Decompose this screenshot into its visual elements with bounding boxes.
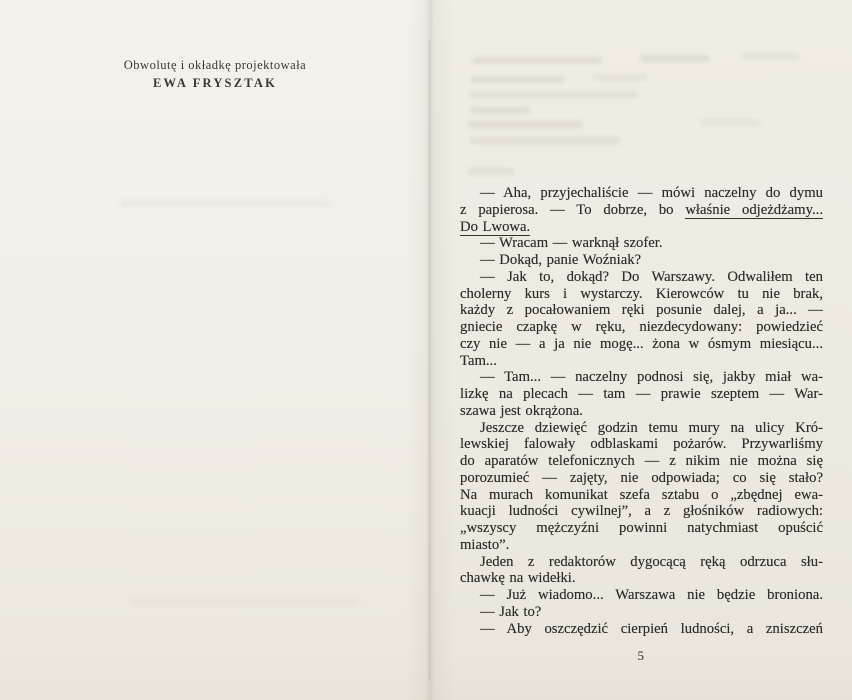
paragraph	[460, 252, 823, 269]
text-line: — Jak to, dokąd? Do Warszawy. Odwaliłem ten	[480, 268, 823, 285]
text-line: chawkę na widełki.	[460, 570, 576, 587]
text-line: lizkę na plecach — tam — prawie szeptem — War-	[460, 386, 823, 402]
paragraph	[460, 604, 823, 621]
text-line: Na murach komunikat szefa sztabu o „zbędnej ewa-	[460, 486, 823, 503]
page-number: 5	[637, 648, 645, 663]
text-line: do aparatów telefonicznych — z nikim nie można się	[460, 453, 823, 469]
text-line: — Wracam — warknął szofer.	[480, 235, 663, 252]
text-line: z papierosa. — To dobrze, bo właśnie odjeżdżamy...	[460, 201, 823, 218]
text-line: „wszyscy mężczyźni powinni natychmiast opuścić	[460, 520, 823, 536]
text-line: lewskiej falowały odblaskami pożarów. Przywarliśmy	[460, 436, 823, 453]
text-line: — Aby oszczędzić cierpień ludności, a zniszczeń	[480, 620, 823, 637]
paragraph	[460, 269, 823, 370]
text-line: każdy z pocałowaniem ręki posunie dalej, a ja... —	[460, 302, 823, 319]
paragraph	[460, 587, 823, 604]
text-line: Jeszcze dziewięć godzin temu mury na ulicy Kró-	[480, 419, 823, 436]
text-line: — Już wiadomo... Warszawa nie będzie broniona.	[480, 587, 823, 603]
credit-block	[0, 58, 430, 91]
text-line: kuacji ludności cywilnej”, a z głośników radiowych:	[460, 503, 823, 520]
underlined-phrase: Do Lwowa.	[460, 218, 531, 235]
text-line: Tam...	[460, 352, 497, 369]
paragraph	[460, 420, 823, 554]
text-line	[460, 219, 823, 236]
text-line: szawa jest okrążona.	[460, 402, 583, 419]
text-line: — Jak to?	[480, 603, 542, 620]
paragraph	[460, 235, 823, 252]
paragraph	[460, 185, 823, 235]
text-line: Jeden z redaktorów dygocącą ręką odrzuca słu-	[480, 553, 823, 570]
text-line: gniecie czapkę w ręku, niezdecydowany: powiedzieć	[460, 319, 823, 335]
text-line: — Tam... — naczelny podnosi się, jakby miał wa-	[480, 369, 823, 386]
paragraph	[460, 621, 823, 638]
text-line: — Aha, przyjechaliście — mówi naczelny do dymu	[480, 185, 823, 201]
text-line: porozumieć — zajęty, nie odpowiada; co się stało?	[460, 469, 823, 486]
text-line: czy nie — a ja nie mogę... żona w ósmym miesiącu...	[460, 335, 823, 352]
paragraph	[460, 369, 823, 419]
credit-line: Obwolutę i okładkę projektowała	[123, 58, 307, 72]
body-text	[460, 185, 823, 637]
text-line: — Dokąd, panie Woźniak?	[480, 252, 642, 268]
paragraph	[460, 554, 823, 588]
text-line: miasto”.	[460, 536, 510, 553]
underlined-phrase: właśnie odjeżdżamy...	[685, 201, 823, 218]
credit-designer-name: EWA FRYSZTAK	[152, 76, 277, 90]
text-line: cholerny kurs i wystarczy. Kierowców tu nie brak,	[460, 285, 823, 302]
